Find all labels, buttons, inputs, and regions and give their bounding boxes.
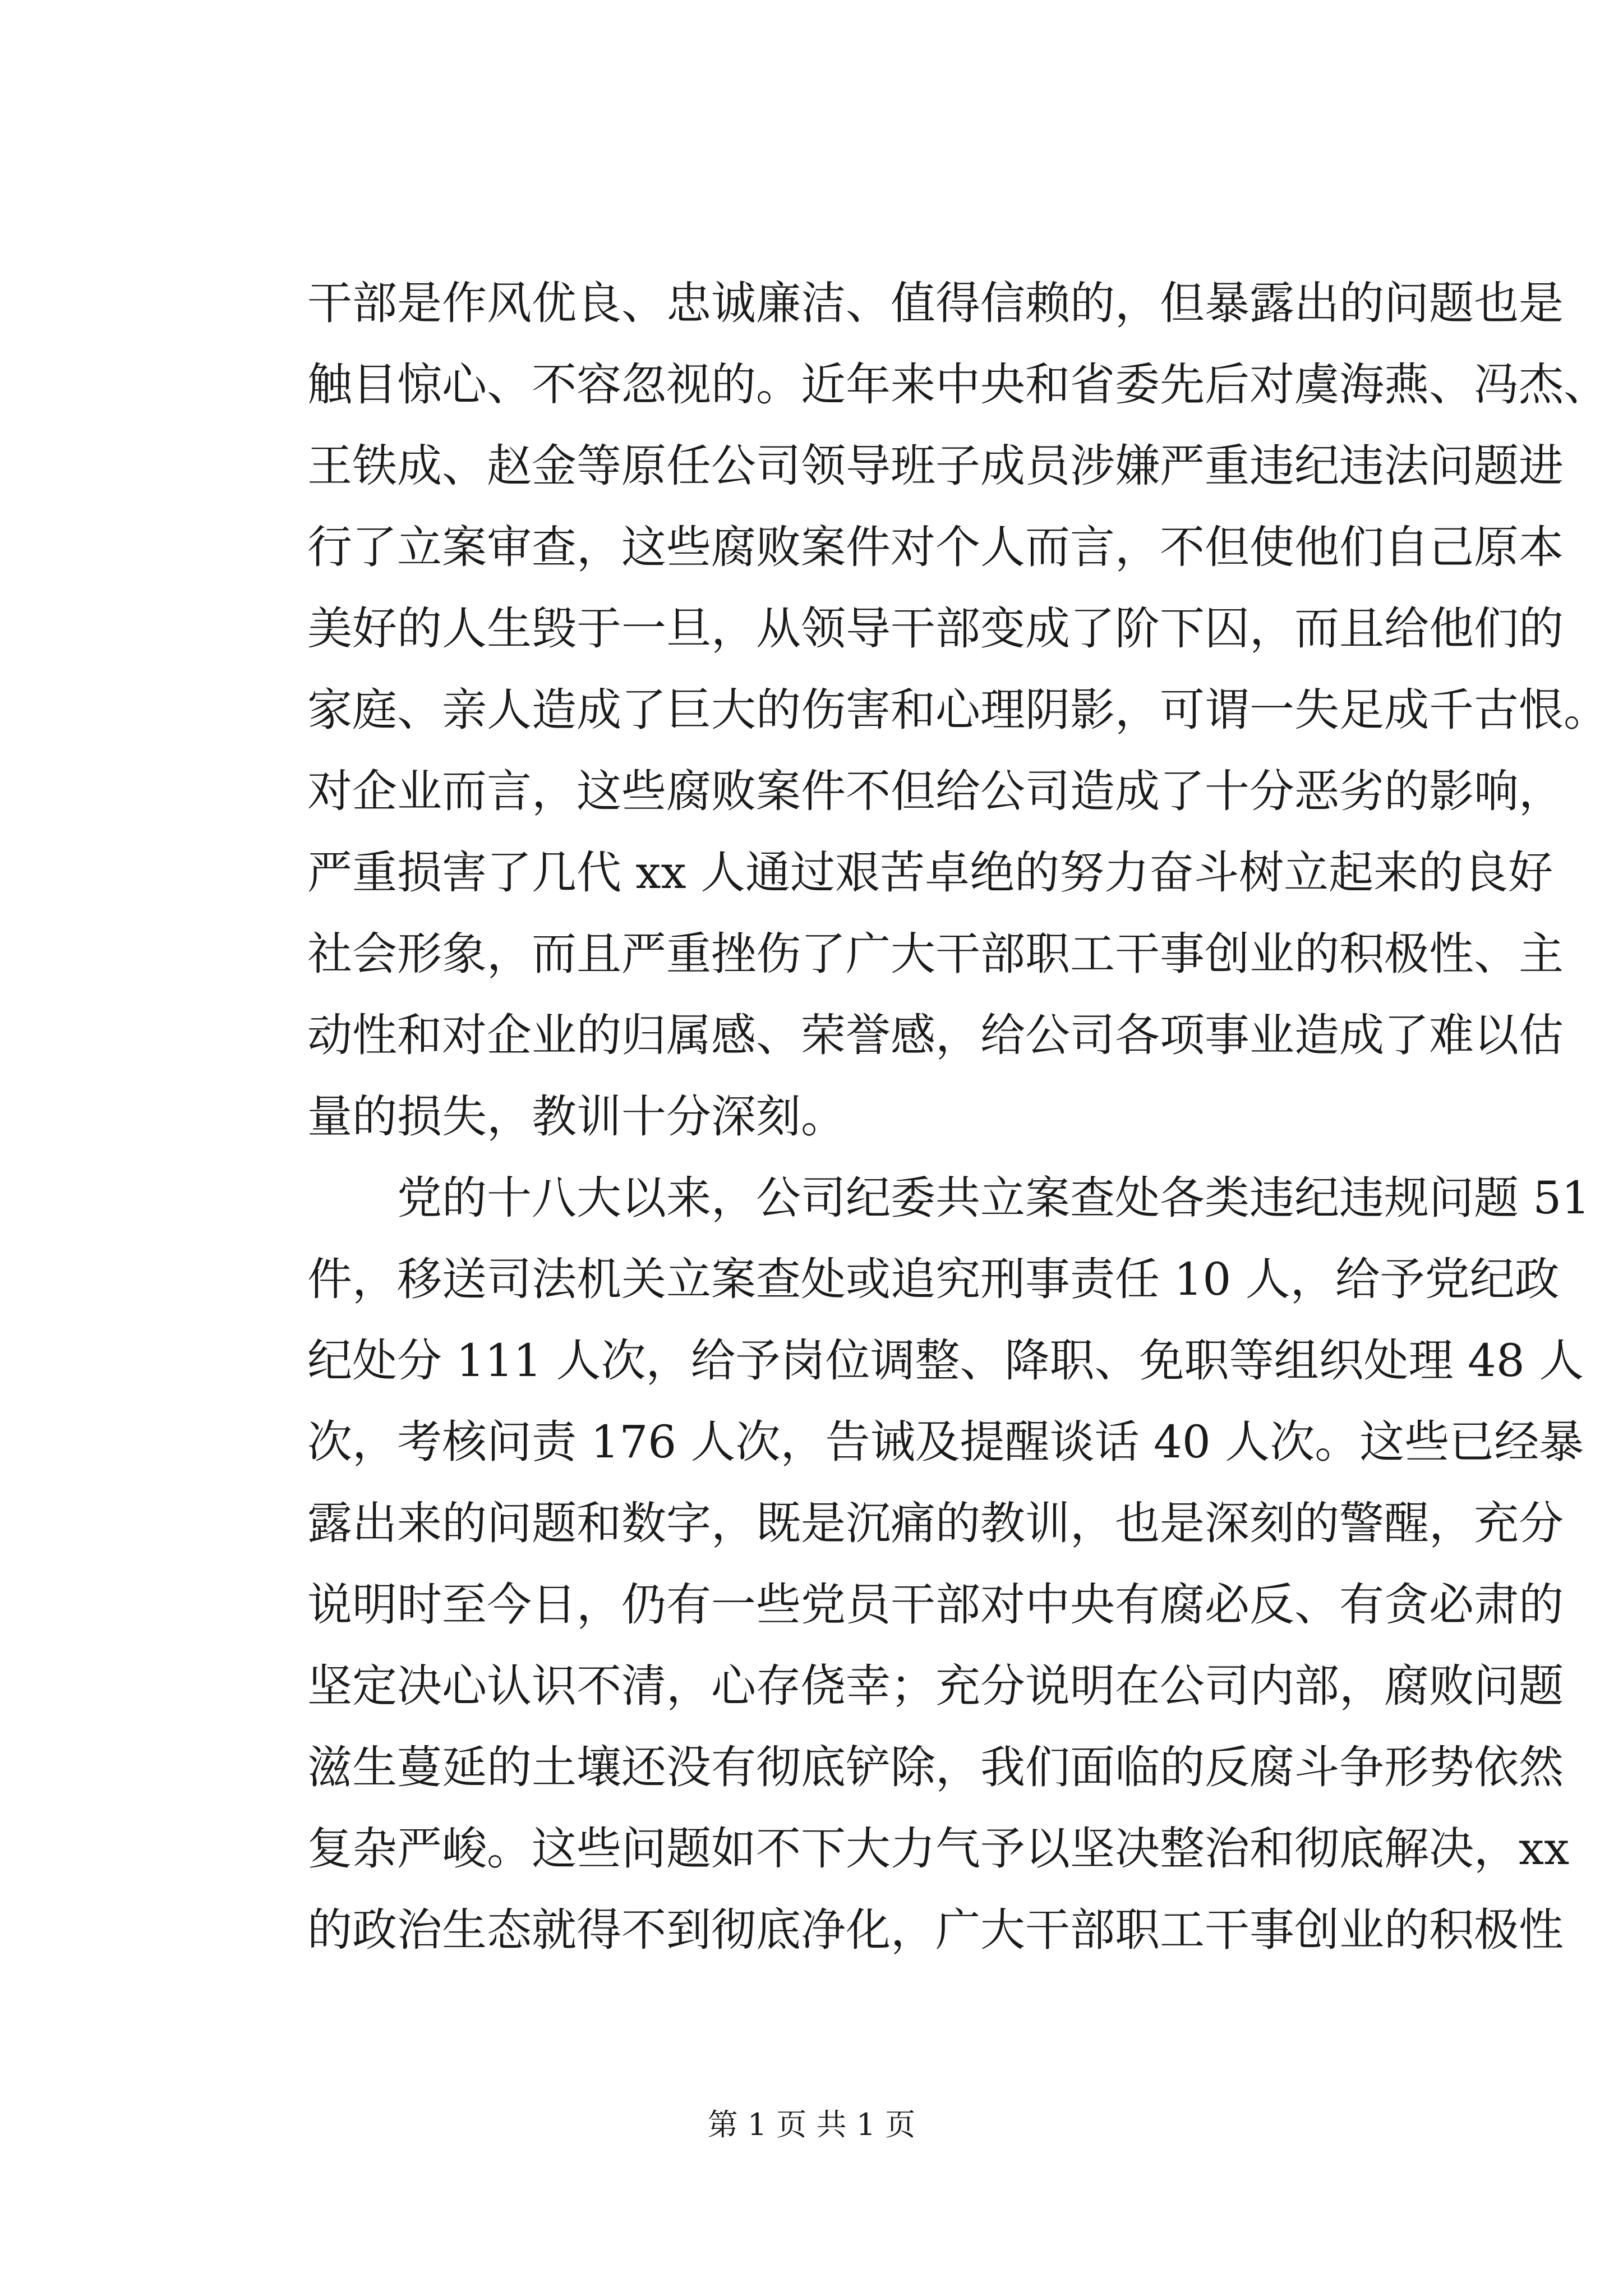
text-line: 社会形象，而且严重挫伤了广大干部职工干事创业的积极性、主 bbox=[307, 928, 1564, 980]
page-number: 第 1 页 共 1 页 bbox=[707, 2107, 916, 2142]
text-line: 动性和对企业的归属感、荣誉感，给公司各项事业造成了难以估 bbox=[307, 1009, 1564, 1061]
text-line: 量的损失，教训十分深刻。 bbox=[307, 1091, 846, 1143]
paragraph-2 bbox=[307, 1157, 1590, 1971]
text-line: 美好的人生毁于一旦，从领导干部变成了阶下囚，而且给他们的 bbox=[307, 602, 1564, 655]
page-footer bbox=[0, 2101, 1623, 2144]
text-line: 件，移送司法机关立案查处或追究刑事责任 10 人，给予党纪政 bbox=[307, 1253, 1560, 1305]
text-line: 行了立案审查，这些腐败案件对个人而言，不但使他们自己原本 bbox=[307, 521, 1564, 573]
text-line: 的政治生态就得不到彻底净化，广大干部职工干事创业的积极性 bbox=[307, 1904, 1564, 1956]
text-line: 家庭、亲人造成了巨大的伤害和心理阴影，可谓一失足成千古恨。 bbox=[307, 684, 1608, 736]
text-line: 滋生蔓延的土壤还没有彻底铲除，我们面临的反腐斗争形势依然 bbox=[307, 1741, 1564, 1793]
text-line: 坚定决心认识不清，心存侥幸；充分说明在公司内部，腐败问题 bbox=[307, 1660, 1564, 1712]
text-line: 干部是作风优良、忠诚廉洁、值得信赖的，但暴露出的问题也是 bbox=[307, 277, 1564, 329]
text-line: 露出来的问题和数字，既是沉痛的教训，也是深刻的警醒，充分 bbox=[307, 1497, 1564, 1549]
text-line: 次，考核问责 176 人次，告诫及提醒谈话 40 人次。这些已经暴 bbox=[307, 1416, 1584, 1468]
paragraph-1 bbox=[307, 263, 1608, 1157]
document-body bbox=[307, 263, 1608, 1971]
text-line: 党的十八大以来，公司纪委共立案查处各类违纪违规问题 51 bbox=[307, 1172, 1590, 1224]
text-line: 复杂严峻。这些问题如不下大力气予以坚决整治和彻底解决，xx bbox=[307, 1823, 1570, 1875]
text-line: 触目惊心、不容忽视的。近年来中央和省委先后对虞海燕、冯杰、 bbox=[307, 358, 1608, 411]
text-line: 说明时至今日，仍有一些党员干部对中央有腐必反、有贪必肃的 bbox=[307, 1579, 1564, 1631]
text-line: 王铁成、赵金等原任公司领导班子成员涉嫌严重违纪违法问题进 bbox=[307, 440, 1564, 492]
text-line: 纪处分 111 人次，给予岗位调整、降职、免职等组织处理 48 人 bbox=[307, 1335, 1584, 1387]
text-line: 严重损害了几代 xx 人通过艰苦卓绝的努力奋斗树立起来的良好 bbox=[307, 846, 1553, 899]
text-line: 对企业而言，这些腐败案件不但给公司造成了十分恶劣的影响， bbox=[307, 765, 1564, 817]
